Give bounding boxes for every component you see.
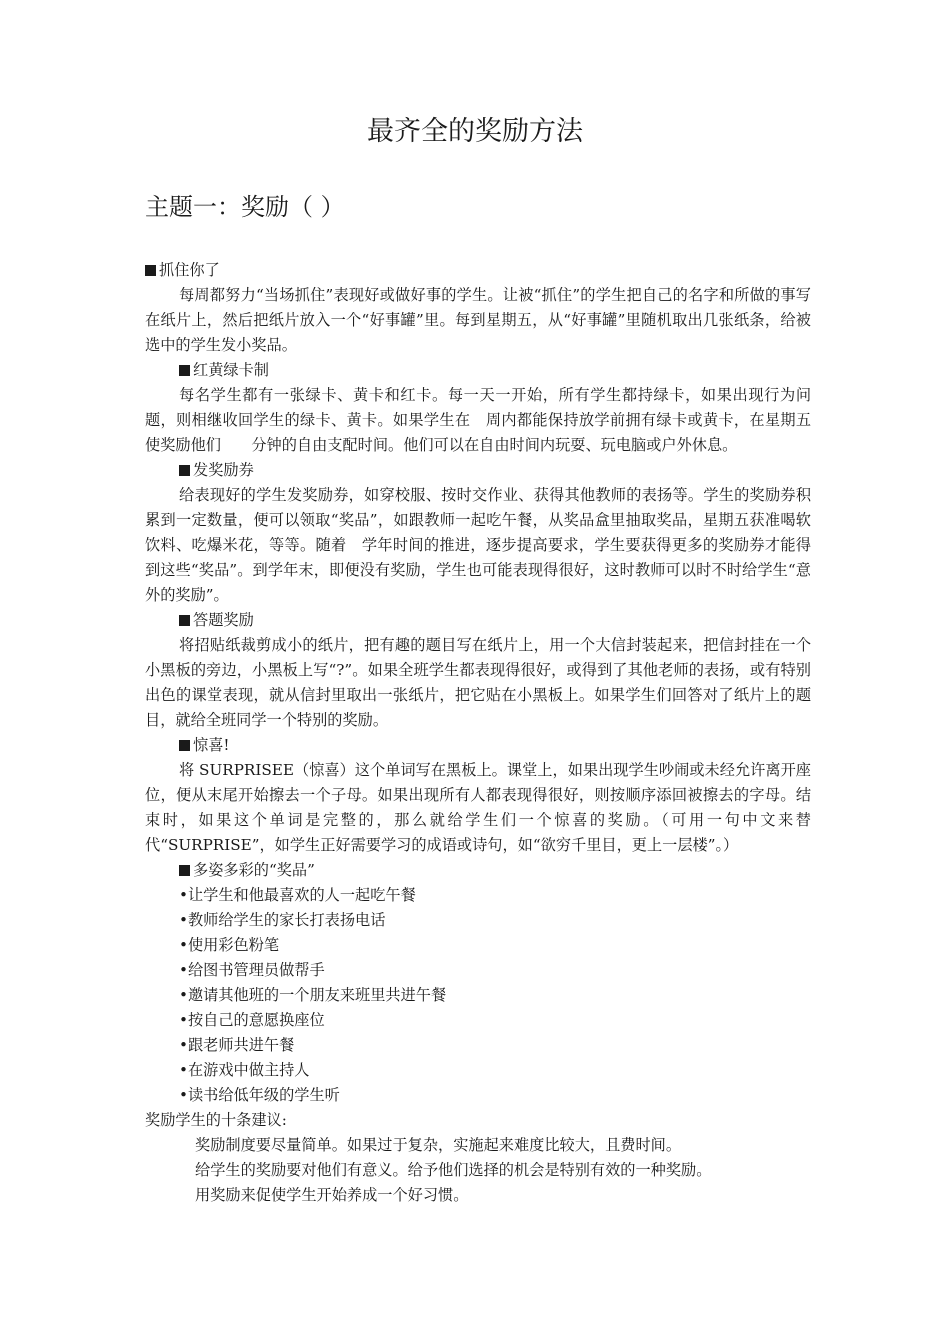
list-item: •跟老师共进午餐 — [179, 1036, 295, 1054]
section-paragraph: 将 SURPRISEE（惊喜）这个单词写在黑板上。课堂上，如果出现学生吵闹或未经允许离开座位，便从末尾开始擦去一个子母。如果出现所有人都表现得很好，则按顺序添回被擦去的字母。结束时，如果这个单词是完整的，那么就给学生们一个惊喜的奖励。（可用一句中文来替代“SURPRISE”，如学生正好需要学习的成语或诗句，如“欲穷千里目，更上一层楼”。） — [145, 761, 811, 854]
tips-heading: 奖励学生的十条建议: — [145, 1111, 287, 1129]
square-bullet-icon — [179, 365, 190, 376]
section-paragraph: 每周都努力“当场抓住”表现好或做好事的学生。让被“抓住”的学生把自己的名字和所做的事写在纸片上，然后把纸片放入一个“好事罐”里。每到星期五，从“好事罐”里随机取出几张纸条，给被选中的学生发小奖品。 — [145, 286, 811, 354]
section-heading: 多姿多彩的“奖品” — [145, 858, 811, 883]
tip-item: 奖励制度要尽量简单。如果过于复杂，实施起来难度比较大，且费时间。 — [195, 1136, 681, 1154]
list-item: •在游戏中做主持人 — [179, 1061, 310, 1079]
section-paragraph: 每名学生都有一张绿卡、黄卡和红卡。每一天一开始，所有学生都持绿卡，如果出现行为问题，则相继收回学生的绿卡、黄卡。如果学生在 周内都能保持放学前拥有绿卡或黄卡，在星期五使奖励他们 分钟的自由支配时间。他们可以在自由时间内玩耍、玩电脑或户外休息。 — [145, 386, 811, 454]
list-item: •教师给学生的家长打表扬电话 — [179, 911, 386, 929]
list-item: •让学生和他最喜欢的人一起吃午餐 — [179, 886, 416, 904]
list-item: •给图书管理员做帮手 — [179, 961, 325, 979]
section-heading: 发奖励券 — [145, 458, 811, 483]
document-title: 最齐全的奖励方法 — [367, 116, 583, 147]
tip-item: 用奖励来促使学生开始养成一个好习惯。 — [195, 1186, 469, 1204]
list-item: •使用彩色粉笔 — [179, 936, 280, 954]
square-bullet-icon — [179, 465, 190, 476]
square-bullet-icon — [179, 865, 190, 876]
section-heading: 红黄绿卡制 — [145, 358, 811, 383]
list-item: •邀请其他班的一个朋友来班里共进午餐 — [179, 986, 447, 1004]
section-heading: 抓住你了 — [145, 258, 811, 283]
theme-heading: 主题一：奖励（ ） — [145, 193, 345, 221]
square-bullet-icon — [179, 615, 190, 626]
section-heading: 答题奖励 — [145, 608, 811, 633]
section-heading: 惊喜! — [145, 733, 811, 758]
section-paragraph: 将招贴纸裁剪成小的纸片，把有趣的题目写在纸片上，用一个大信封装起来，把信封挂在一个小黑板的旁边，小黑板上写“?”。如果全班学生都表现得很好，或得到了其他老师的表扬，或有特别出色的课堂表现，就从信封里取出一张纸片，把它贴在小黑板上。如果学生们回答对了纸片上的题目，就给全班同学一个特别的奖励。 — [145, 636, 811, 729]
square-bullet-icon — [145, 265, 156, 276]
list-item: •按自己的意愿换座位 — [179, 1011, 325, 1029]
square-bullet-icon — [179, 740, 190, 751]
list-item: •读书给低年级的学生听 — [179, 1086, 340, 1104]
document-body — [145, 258, 811, 1208]
section-paragraph: 给表现好的学生发奖励券，如穿校服、按时交作业、获得其他教师的表扬等。学生的奖励券积累到一定数量，便可以领取“奖品”，如跟教师一起吃午餐，从奖品盒里抽取奖品，星期五获准喝软饮料、吃爆米花，等等。随着 学年时间的推进，逐步提高要求，学生要获得更多的奖励券才能得到这些“奖品”。到学年末，即便没有奖励，学生也可能表现得很好，这时教师可以时不时给学生“意外的奖励”。 — [145, 486, 811, 604]
tip-item: 给学生的奖励要对他们有意义。给予他们选择的机会是特别有效的一种奖励。 — [195, 1161, 712, 1179]
